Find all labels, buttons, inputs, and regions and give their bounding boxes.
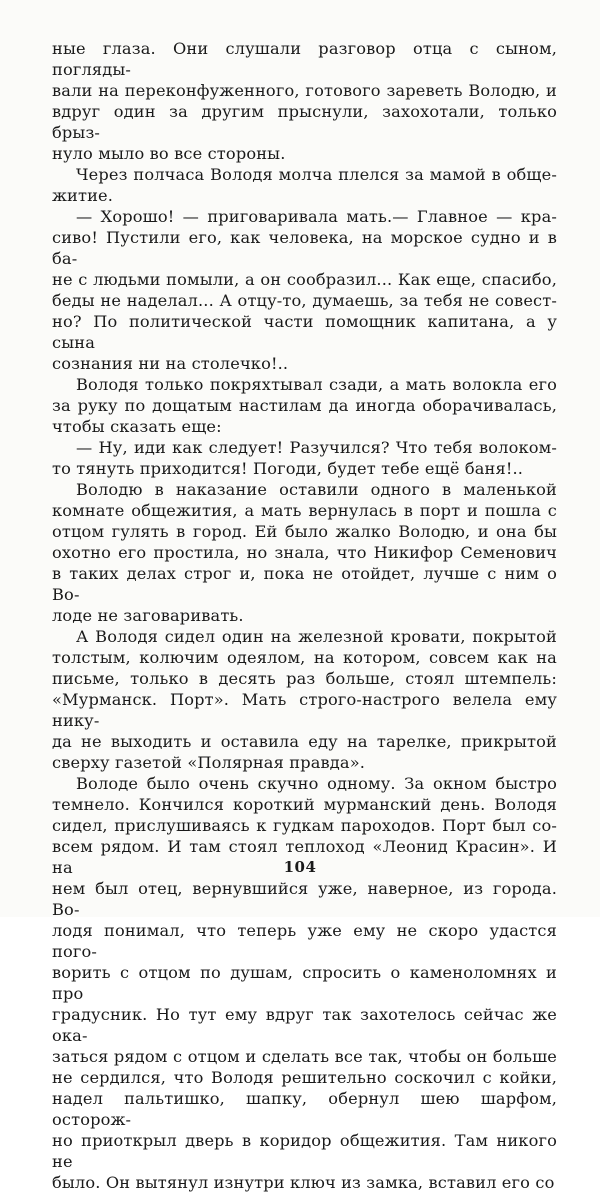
paragraph	[52, 437, 557, 479]
text-line: отцом гулять в город. Ей было жалко Володю, и она бы	[52, 522, 557, 541]
text-line: сидел, прислушиваясь к гудкам пароходов. Порт был со-	[52, 816, 557, 835]
text-line: нуло мыло во все стороны.	[52, 144, 286, 163]
text-line: но? По политической части помощник капитана, а у сына	[52, 312, 557, 352]
text-line: было. Он вытянул изнутри ключ из замка, вставил его со	[52, 1173, 555, 1192]
paragraph	[52, 38, 557, 164]
text-line: не с людьми помыли, а он сообразил... Как еще, спасибо,	[52, 270, 557, 289]
text-line: — Ну, иди как следует! Разучился? Что тебя волоком-	[76, 438, 557, 457]
text-line: градусник. Но тут ему вдруг так захотелось сейчас же ока-	[52, 1005, 557, 1045]
text-line: заться рядом с отцом и сделать все так, чтобы он больше	[52, 1047, 557, 1066]
paragraph	[52, 206, 557, 374]
text-line: житие.	[52, 186, 114, 205]
text-line: лоде не заговаривать.	[52, 606, 244, 625]
text-line: в таких делах строг и, пока не отойдет, лучше с ним о Во-	[52, 564, 557, 604]
text-line: ворить с отцом по душам, спросить о каменоломнях и про	[52, 963, 557, 1003]
text-line: лодя понимал, что теперь уже ему не скоро удастся пого-	[52, 921, 557, 961]
text-line: за руку по дощатым настилам да иногда оборачивалась,	[52, 396, 557, 415]
text-line: то тянуть приходится! Погоди, будет тебе ещё баня!..	[52, 459, 524, 478]
text-line: толстым, колючим одеялом, на котором, совсем как на	[52, 648, 557, 667]
text-line: вдруг один за другим прыснули, захохотали, только брыз-	[52, 102, 557, 142]
text-line: но приоткрыл дверь в коридор общежития. Там никого не	[52, 1131, 557, 1171]
text-line: сверху газетой «Полярная правда».	[52, 753, 366, 772]
text-line: охотно его простила, но знала, что Никифор Семенович	[52, 543, 557, 562]
paragraph	[52, 374, 557, 437]
text-line: беды не наделал... А отцу-то, думаешь, за тебя не совест-	[52, 291, 557, 310]
text-line: не сердился, что Володя решительно соскочил с койки,	[52, 1068, 557, 1087]
text-line: надел пальтишко, шапку, обернул шею шарфом, осторож-	[52, 1089, 557, 1129]
text-line: Володе было очень скучно одному. За окном быстро	[76, 774, 557, 793]
text-line: комнате общежития, а мать вернулась в порт и пошла с	[52, 501, 557, 520]
text-line: — Хорошо! — приговаривала мать.— Главное — кра-	[76, 207, 557, 226]
text-line: нем был отец, вернувшийся уже, наверное, из города. Во-	[52, 879, 557, 919]
text-line: письме, только в десять раз больше, стоял штемпель:	[52, 669, 557, 688]
page-text	[52, 38, 557, 1193]
text-line: сиво! Пустили его, как человека, на морское судно и в ба-	[52, 228, 557, 268]
paragraph	[52, 626, 557, 773]
page-number: 104	[283, 858, 317, 876]
text-line: темнело. Кончился короткий мурманский день. Володя	[52, 795, 557, 814]
text-line: Через полчаса Володя молча плелся за мамой в обще-	[76, 165, 557, 184]
text-line: сознания ни на столечко!..	[52, 354, 289, 373]
paragraph	[52, 164, 557, 206]
text-line: вали на переконфуженного, готового зареветь Володю, и	[52, 81, 557, 100]
text-line: всем рядом. И там стоял теплоход «Леонид Красин». И на	[52, 837, 557, 877]
text-line: чтобы сказать еще:	[52, 417, 222, 436]
text-line: «Мурманск. Порт». Мать строго-настрого велела ему нику-	[52, 690, 557, 730]
text-line: Володя только покряхтывал сзади, а мать волокла его	[76, 375, 557, 394]
paragraph	[52, 773, 557, 1193]
text-line: ные глаза. Они слушали разговор отца с сыном, погляды-	[52, 39, 557, 79]
text-line: да не выходить и оставила еду на тарелке, прикрытой	[52, 732, 557, 751]
text-line: Володю в наказание оставили одного в маленькой	[76, 480, 557, 499]
paragraph	[52, 479, 557, 626]
text-line: А Володя сидел один на железной кровати, покрытой	[76, 627, 557, 646]
